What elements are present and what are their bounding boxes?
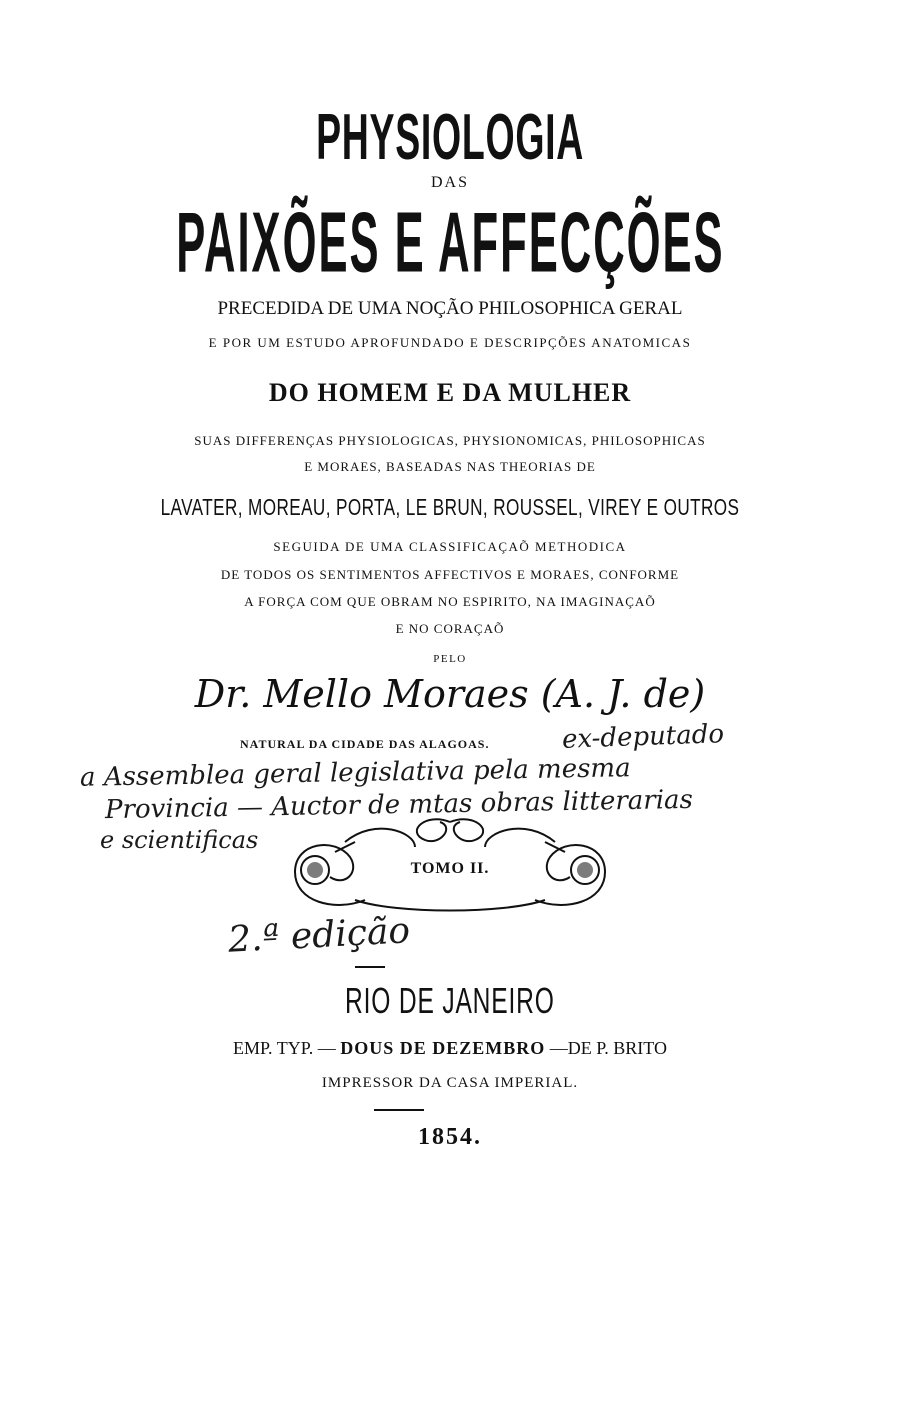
subtitle-line-9: A FORÇA COM QUE OBRAM NO ESPIRITO, NA IMAGINAÇAÕ — [244, 594, 656, 609]
subtitle-line-2: E POR UM ESTUDO APROFUNDADO E DESCRIPÇÕES ANATOMICAS — [208, 335, 692, 350]
subtitle-line-5: E MORAES, BASEADAS NAS THEORIAS DE — [304, 459, 596, 474]
imprint-printer-name: DOUS DE DEZEMBRO — [340, 1038, 546, 1058]
handwritten-note-3: Provincia — Auctor de mtas obras litterarias — [104, 784, 694, 826]
author-origin: NATURAL DA CIDADE DAS ALAGOAS. — [240, 737, 490, 751]
title-line-1-wrap — [0, 100, 900, 174]
title-main: PHYSIOLOGIA — [316, 101, 584, 174]
imprint-year: 1854. — [418, 1124, 482, 1150]
imprint-printer-role: IMPRESSOR DA CASA IMPERIAL. — [321, 1075, 579, 1091]
subtitle-line-3: DO HOMEM E DA MULHER — [268, 378, 632, 407]
handwritten-edition: 2.ª edição — [227, 910, 412, 961]
subtitle-line-6-wrap — [0, 494, 900, 520]
divider-rule — [374, 1109, 424, 1111]
imprint-printer-prefix: EMP. TYP. — — [233, 1038, 336, 1058]
imprint-city-wrap — [0, 982, 900, 1022]
handwritten-note-2: a Assemblea geral legislativa pela mesma — [79, 753, 631, 793]
subtitle-line-1: PRECEDIDA DE UMA NOÇÃO PHILOSOPHICA GERAL — [217, 298, 683, 319]
subtitle-authors: LAVATER, MOREAU, PORTA, LE BRUN, ROUSSEL, VIREY E OUTROS — [160, 494, 740, 521]
volume-label: TOMO II. — [410, 860, 490, 877]
subtitle-line-7: SEGUIDA DE UMA CLASSIFICAÇAÕ METHODICA — [273, 539, 627, 554]
imprint-city: RIO DE JANEIRO — [345, 982, 555, 1022]
divider-short — [355, 966, 385, 968]
handwritten-note-4: e scientificas — [100, 826, 259, 854]
subtitle-line-4: SUAS DIFFERENÇAS PHYSIOLOGICAS, PHYSIONOMICAS, PHILOSOPHICAS — [194, 433, 706, 448]
title-subject: PAIXÕES E AFFECÇÕES — [175, 193, 725, 290]
title-line-3-wrap — [0, 192, 900, 290]
author-pelo: PELO — [433, 653, 467, 665]
author-name: Dr. Mello Moraes (A. J. de) — [194, 672, 706, 716]
imprint-printer — [0, 1038, 900, 1059]
subtitle-line-10: E NO CORAÇAÕ — [395, 621, 505, 636]
imprint-printer-suffix: —DE P. BRITO — [549, 1038, 667, 1058]
title-connector: DAS — [430, 174, 469, 191]
handwritten-note-1: ex-deputado — [561, 719, 725, 755]
subtitle-line-8: DE TODOS OS SENTIMENTOS AFFECTIVOS E MORAES, CONFORME — [220, 567, 680, 582]
